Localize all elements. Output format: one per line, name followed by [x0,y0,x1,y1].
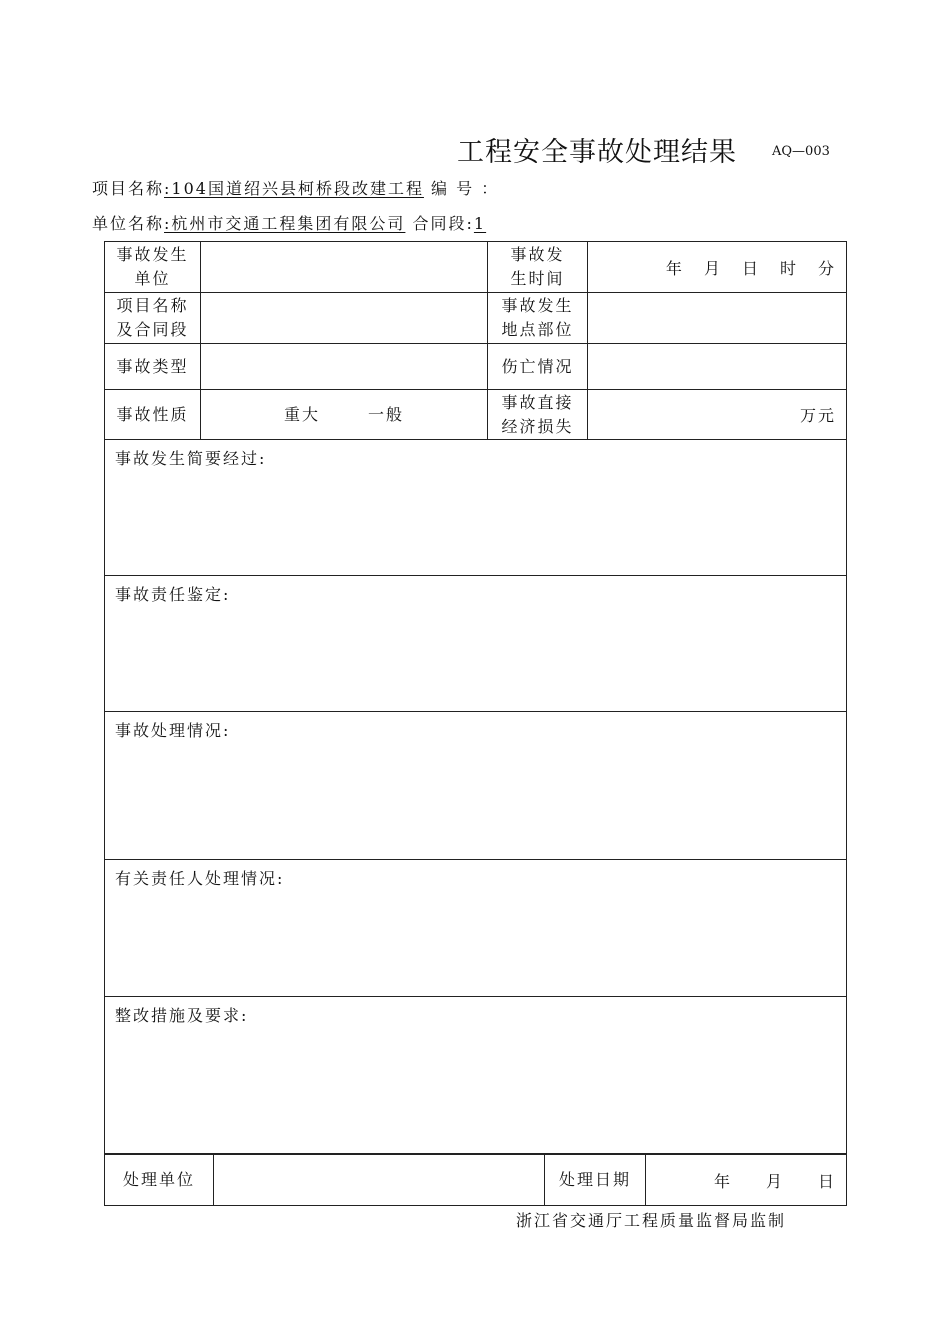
year-unit: 年 [665,258,684,278]
page-title: 工程安全事故处理结果 [457,137,737,168]
responsibility-block[interactable] [105,576,847,712]
table-row [105,1155,847,1206]
handle-unit-field[interactable] [214,1155,545,1206]
accident-unit-field[interactable] [201,242,488,293]
table-row [105,576,847,712]
handling-label: 事故处理情况: [115,721,231,740]
table-row [105,344,847,390]
unit-info-line [92,211,486,234]
table-row [105,242,847,293]
issuer-footer: 浙江省交通厅工程质量监督局监制 [516,1211,787,1230]
unit-name-value: :杭州市交通工程集团有限公司 [164,214,406,233]
handle-date-label: 处理日期 [545,1155,646,1206]
accident-unit-label: 事故发生 单位 [105,242,201,293]
table-row [105,860,847,997]
month-unit: 月 [703,258,722,278]
handle-unit-label: 处理单位 [105,1155,214,1206]
hour-unit: 时 [779,258,798,278]
date-month-unit: 月 [765,1171,784,1191]
responsibility-label: 事故责任鉴定: [115,585,231,604]
casualty-label: 伤亡情况 [488,344,588,390]
accident-table [104,241,847,1154]
table-row [105,293,847,344]
accident-nature-field[interactable] [201,390,488,440]
economic-loss-field[interactable] [588,390,847,440]
day-unit: 日 [741,258,760,278]
minute-unit: 分 [817,258,836,278]
table-row [105,997,847,1154]
accident-time-field[interactable] [588,242,847,293]
project-info-line [92,176,499,199]
economic-loss-label: 事故直接 经济损失 [488,390,588,440]
accident-location-label: 事故发生 地点部位 [488,293,588,344]
contract-value: 1 [473,214,487,233]
nature-major-option[interactable]: 重大 [283,404,320,424]
table-row [105,440,847,576]
summary-label: 事故发生简要经过: [115,449,267,468]
handle-date-field[interactable] [646,1155,847,1206]
accident-nature-label: 事故性质 [105,390,201,440]
handling-block[interactable] [105,712,847,860]
rectification-block[interactable] [105,997,847,1154]
contract-label: 合同段: [412,214,474,233]
project-name-value: :104国道绍兴县柯桥段改建工程 [164,179,424,198]
date-year-unit: 年 [713,1171,732,1191]
table-row [105,712,847,860]
rectification-label: 整改措施及要求: [115,1006,249,1025]
handling-info-table [104,1154,847,1206]
accident-location-field[interactable] [588,293,847,344]
nature-general-option[interactable]: 一般 [368,404,405,424]
unit-name-label: 单位名称 [92,214,165,233]
accident-type-field[interactable] [201,344,488,390]
form-code: AQ—003 [772,144,830,159]
casualty-field[interactable] [588,344,847,390]
serial-number-label: 编 号 ： [431,179,500,198]
accident-time-label: 事故发 生时间 [488,242,588,293]
project-contract-label: 项目名称 及合同段 [105,293,201,344]
date-day-unit: 日 [817,1171,836,1191]
responsible-persons-label: 有关责任人处理情况: [115,869,285,888]
responsible-persons-block[interactable] [105,860,847,997]
title-row [0,128,950,168]
project-contract-field[interactable] [201,293,488,344]
accident-type-label: 事故类型 [105,344,201,390]
table-row [105,390,847,440]
loss-unit: 万元 [799,406,836,425]
summary-block[interactable] [105,440,847,576]
project-name-label: 项目名称 [92,179,165,198]
